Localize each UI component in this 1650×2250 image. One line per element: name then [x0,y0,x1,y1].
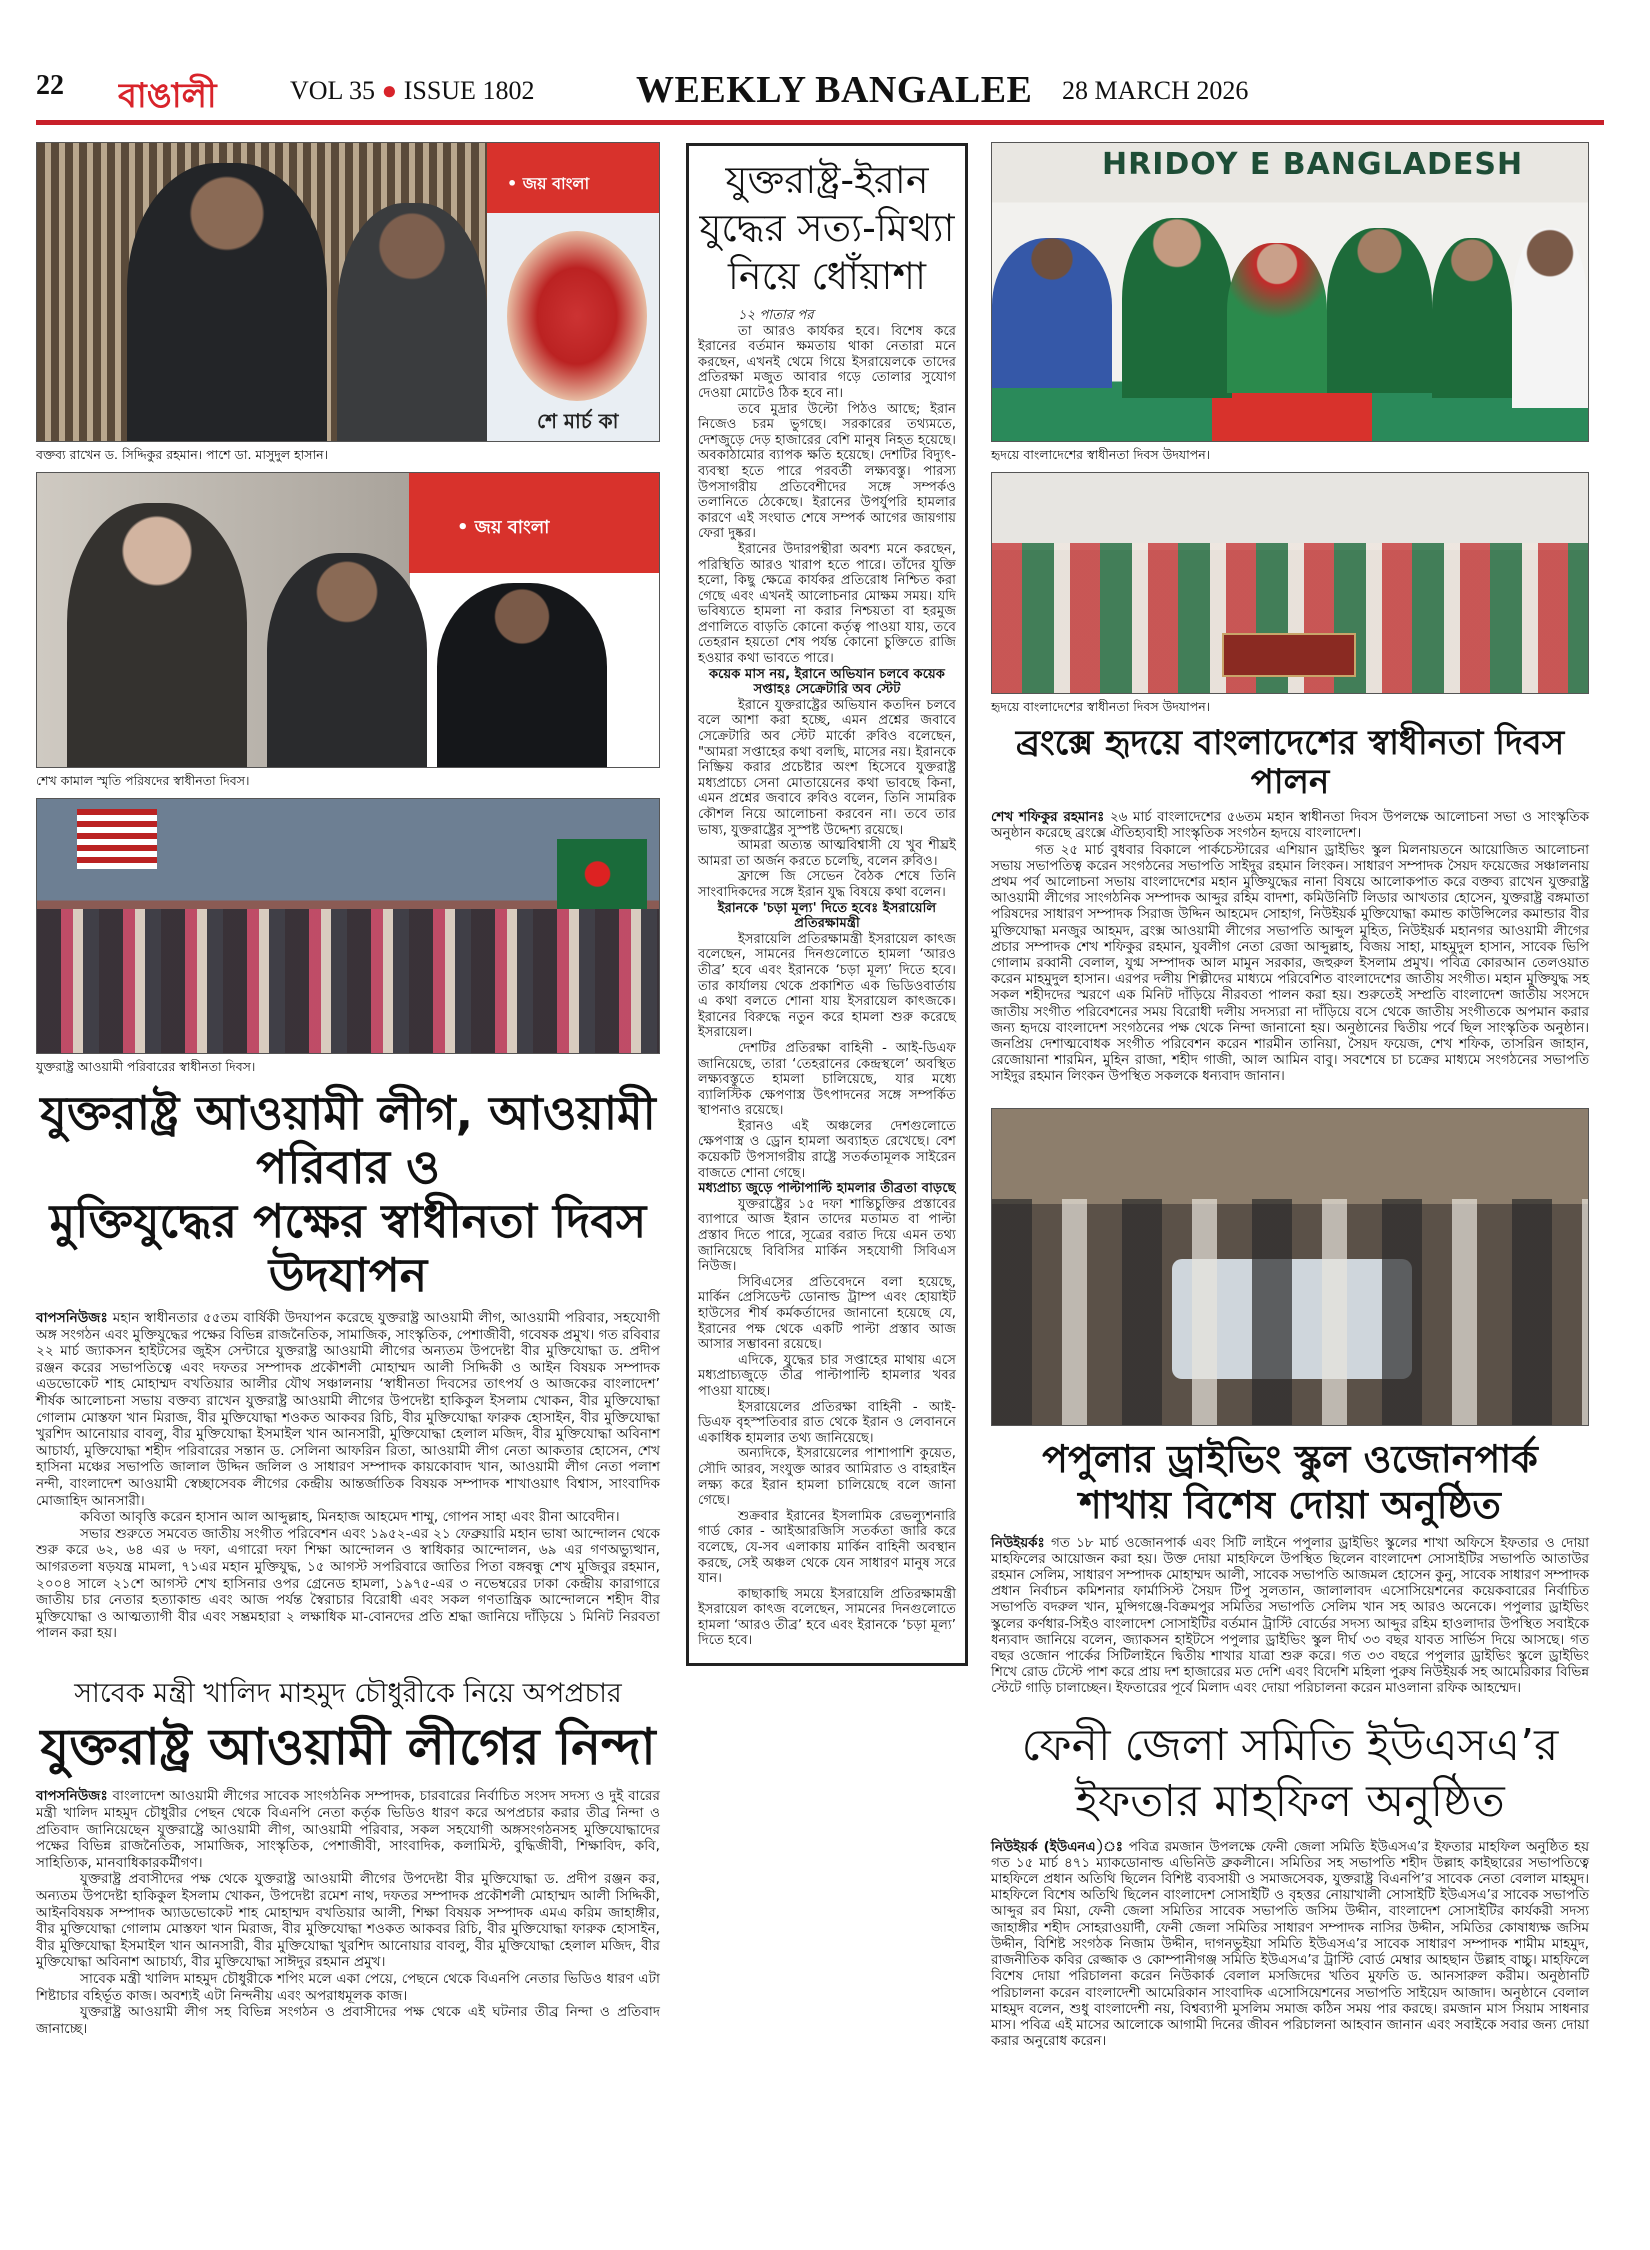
photo-caption: যুক্তরাষ্ট্র আওয়ামী পরিবারের স্বাধীনতা দিবস। [36,1059,256,1074]
paragraph: বাংলাদেশ আওয়ামী লীগের সাবেক সাংগঠনিক সম্পাদক, চারবারের নির্বাচিত সংসদ সদস্য ও দুই বারের মন্ত্রী খালিদ মাহমুদ চৌধুরীর পেছন থেকে বিএনপি নেতা কর্তৃক ভিডিও ধারণ করে অপপ্রচার করার তীব্র নিন্দা ও প্রতিবাদ জানিয়েছেন যুক্তরাষ্ট্রে আওয়ামী লীগ, আওয়ামী পরিবার, সকল সহযোগী অঙ্গসংগঠনসহ মুক্তিযোদ্ধাদের পক্ষের বিভিন্ন রাজনৈতিক, সামাজিক, সাংস্কৃতিক, পেশাজীবী, সাংবাদিক, কলামিস্ট, বুদ্ধিজীবী, শিক্ষাবিদ, কবি, সাহিত্যিক, মানবাধিকারকর্মীগণ। [36,1788,660,1871]
paragraph: তবে মুদ্রার উল্টো পিঠও আছে; ইরান নিজেও চরম ভুগছে। সরকারের তথ্যমতে, দেশজুড়ে দেড় হাজারের বেশি মানুষ নিহত হয়েছে। অবকাঠামোর ব্যাপক ক্ষতি হয়েছে। দেশটির বিদ্যুৎ-ব্যবস্থা হতে পারে পরবর্তী লক্ষ্যবস্তু। পারস্য উপসাগরীয় প্রতিবেশীদের সঙ্গে সম্পর্কও তলানিতে ঠেকেছে। ইরানের উপর্যুপরি হামলার কারণে এই সংঘাত শেষে সম্পর্ক আগের জায়গায় ফেরা দুষ্কর। [698,401,956,542]
paragraph: যুক্তরাষ্ট্র প্রবাসীদের পক্ষ থেকে যুক্তরাষ্ট্র আওয়ামী লীগের উপদেষ্টা বীর মুক্তিযোদ্ধা ড. প্রদীপ রঞ্জন কর, অন্যতম উপদেষ্টা হাকিকুল ইসলাম খোকন, উপদেষ্টা রমেশ নাথ, দফতর সম্পাদক প্রকৌশলী মোহাম্মদ আলী সিদ্দিকী, আইনবিষয়ক সম্পাদক অ্যাডভোকেট শাহ মোহাম্মদ বখতিয়ার আলী, শিক্ষা বিষয়ক সম্পাদক এমএ করিম জাহাঙ্গীর, বীর মুক্তিযোদ্ধা গোলাম মোস্তফা খান মিরাজ, বীর মুক্তিযোদ্ধা শওকত আকবর রিচি, বীর মুক্তিযোদ্ধা ফারুক হোসাইন, বীর মুক্তিযোদ্ধা ইসমাইল খান আনসারী, বীর মুক্তিযোদ্ধা খুরশিদ আনোয়ার বাবলু, বীর মুক্তিযোদ্ধা হেলাল মজিদ, বীর মুক্তিযোদ্ধা অবিনাশ আচার্য্য, বীর মুক্তিযোদ্ধা সাঈদুর রহমান প্রমুখ। [36,1871,660,1971]
iran-article-box [686,143,968,1666]
paragraph: শুক্রবার ইরানের ইসলামিক রেভল্যুশনারি গার্ড কোর - আইআরজিসি সতর্কতা জারি করে বলেছে, যে-সব এলাকায় মার্কিন বাহিনী অবস্থান করছে, সেই অঞ্চল থেকে যেন সাধারণ মানুষ সরে যান। [698,1508,956,1587]
paragraph: এদিকে, যুদ্ধের চার সপ্তাহের মাথায় এসে মধ্যপ্রাচ্যজুড়ে তীব্র পাল্টাপাল্টি হামলার খবর পাওয়া যাচ্ছে। [698,1352,956,1399]
paragraph: ইরানও এই অঞ্চলের দেশগুলোতে ক্ষেপণাস্ত্র ও ড্রোন হামলা অব্যাহত রেখেছে। বেশ কয়েকটি উপসাগরীয় রাষ্ট্রে সতর্কতামূলক সাইরেন বাজতে শোনা গেছে। [698,1118,956,1181]
article-body [991,810,1589,1085]
article-body [698,308,956,1649]
photo-caption: হৃদয়ে বাংলাদেশের স্বাধীনতা দিবস উদযাপন। [991,699,1211,714]
article-headline: যুক্তরাষ্ট্র-ইরান যুদ্ধের সত্য-মিথ্যা নিয়ে ধোঁয়াশা [699,158,955,298]
byline: শেখ শফিকুর রহমানঃ [991,810,1105,826]
byline: নিউইয়র্ক (ইউএনএ)ঃ [991,1839,1123,1855]
paragraph: ইসরায়েলি প্রতিরক্ষামন্ত্রী ইসরায়েল কাৎজ বলেছেন, সামনের দিনগুলোতে হামলা ‘আরও তীব্র’ হবে এবং ইরানকে ‘চড়া মূল্য’ দিতে হবে। তার কার্যালয় থেকে প্রকাশিত এক ভিডিওবার্তায় এ কথা বলতে শোনা যায় ইসরায়েল কাৎজকে। ইরানের বিরুদ্ধে নতুন করে হামলা শুরু করেছে ইসরায়েল। [698,931,956,1041]
headline-line: মুক্তিযুদ্ধের পক্ষের স্বাধীনতা দিবস উদযাপন [49,1194,647,1302]
issue: ISSUE 1802 [403,76,535,105]
article-body [36,1310,660,1642]
paragraph: সাবেক মন্ত্রী খালিদ মাহমুদ চৌধুরীকে শপিং মলে একা পেয়ে, পেছনে থেকে বিএনপি নেতার ভিডিও ধারণ এটা শিষ্টাচার বহির্ভূত কাজ। অবশ্যই এটা নিন্দনীয় এবং অপরাধমূলক কাজ। [36,1970,660,2004]
paragraph: সিবিএসের প্রতিবেদনে বলা হয়েছে, মার্কিন প্রেসিডেন্ট ডোনাল্ড ট্রাম্প এবং হোয়াইট হাউসের শীর্ষ কর্মকর্তাদের জানানো হয়েছে যে, ইরানের পক্ষ থেকে একটি পাল্টা প্রস্তাব আজ আসার সম্ভাবনা রয়েছে। [698,1274,956,1353]
paragraph: কাছাকাছি সময়ে ইসরায়েলি প্রতিরক্ষামন্ত্রী ইসরায়েল কাৎজ বলেছেন, সামনের দিনগুলোতে হামলা ‘আরও তীব্র’ হবে এবং ইরানকে ‘চড়া মূল্য’ দিতে হবে। [698,1586,956,1649]
paragraph: যুক্তরাষ্ট্র আওয়ামী লীগ সহ বিভিন্ন সংগঠন ও প্রবাসীদের পক্ষ থেকে এই ঘটনার তীব্র নিন্দা ও প্রতিবাদ জানাচ্ছে। [36,2004,660,2037]
volume: VOL 35 [290,76,375,105]
paragraph: গত ২৫ মার্চ বুধবার বিকালে পার্কচেস্টারের এশিয়ান ড্রাইভিং স্কুল মিলনায়তনে আয়োজিত আলোচনা সভায় সভাপতিত্ব করেন সংগঠনের সভাপতি সাইদুর রহমান লিংকন। সাধারণ সম্পাদক সৈয়দ ফয়েজের সঞ্চালনায় প্রথম পর্ব আলোচনা সভায় বাংলাদেশের মহান মুক্তিযুদ্ধের নানা বিষয়ে আলোকপাত করে বক্তব্য রাখেন যুক্তরাষ্ট্র আওয়ামী লীগের সাংগঠনিক সম্পাদক আব্দুর রহিম বাদশা, কমিউনিটি লিডার আখতার হোসেন, যুক্তরাষ্ট্র বঙ্গমাতা পরিষদের সাধারণ সম্পাদক সিরাজ উদ্দিন আহমেদ সোহাগ, নিউইয়র্ক মুক্তিযোদ্ধা কমান্ড কাউন্সিলের কমান্ডার বীর মুক্তিযোদ্ধা মনজুর আহমদ, ব্রংক্স আওয়ামী লীগের সভাপতি আব্দুল মুহিত, নিউইয়র্ক মহানগর আওয়ামী লীগের প্রচার সম্পাদক শেখ শফিকুর রহমান, যুবলীগ নেতা রেজা আব্দুল্লাহ, বিজয় সাহা, মাহমুদুল হাসান, সাবেক ভিপি গোলাম রব্বানী বেলাল, যুগ্ম সম্পাদক আল মামুন সরকার, জহুরুল ইসলাম প্রমুখ। পবিত্র কোরআন তেলওয়াত করেন মাহমুদুল হাসান। এরপর দলীয় শিল্পীদের মাধ্যমে পরিবেশিত বাংলাদেশের জাতীয় সংগীত। মহান মুক্তিযুদ্ধ সহ সকল শহীদদের স্মরণে এক মিনিট দাঁড়িয়ে নীরবতা পালন করা হয়। শুরুতেই সম্প্রতি বাংলাদেশ জাতীয় সংসদে জাতীয় সংগীত পরিবেশনের সময় বিরোধী দলীয় সদস্যরা না দাঁড়িয়ে বসে থেকে জাতীয় সংগীতকে অপমান করার জন্য হৃদয়ে বাংলাদেশ সংগঠনের পক্ষ থেকে নিন্দা জানানো হয়। অনুষ্ঠানের দ্বিতীয় পর্বে ছিল সাংস্কৃতিক অনুষ্ঠান। জনপ্রিয় দেশাত্মবোধক সংগীত পরিবেশন করেন শারমীন তানিয়া, সৈয়দ ফয়েজ, শেখ শফিক, তাসরিন জাহান, রেজোয়ানা শারমিন, মুহিন রাজা, শহীদ গাজী, আল আমিন বাবু। সবশেষে চা চক্রের মাধ্যমে সংগঠনের সভাপতি সাইদুর রহমান লিংকন উপস্থিত সকলকে ধন্যবাদ জানান। [991,842,1589,1085]
article-headline: যুক্তরাষ্ট্র আওয়ামী লীগের নিন্দা [40,1717,656,1776]
photo-hridoy-e-bangladesh-singers [991,472,1589,694]
paragraph: গত ১৮ মার্চ ওজোনপার্ক এবং সিটি লাইনে পপুলার ড্রাইভিং স্কুলের শাখা অফিসে ইফতার ও দোয়া মাহফিলের আয়োজন করা হয়। উক্ত দোয়া মাহফিলে উপস্থিত ছিলেন বাংলাদেশ সোসাইটির সভাপতি আতাউর রহমান সেলিম, সাধারণ সম্পাদক মোহাম্মদ আলী, সাবেক সভাপতি আজমল হোসেন কুনু, সাবেক সাধারণ সম্পাদক প্রধান নির্বাচন কমিশনার ফার্মাসিস্ট সৈয়দ টিপু সুলতান, জালালাবদ এসোসিয়েশনের কয়েকবারের নির্বাচিত সভাপতি বদরুল খান, মুন্সিগঞ্জে-বিক্রমপুর সমিতির সভাপতি সেলিম খান সহ আরও অনেকে। পপুলার ড্রাইভিং স্কুলের কর্ণধার-সিইও বাংলাদেশ সোসাইটির বর্তমান ট্রাস্টি বোর্ডের সদস্য আব্দুর রহিম হাওলাদার উপস্থিত সবাইকে ধন্যবাদ জানিয়ে বলেন, জ্যাকসন হাইটসে পপুলার ড্রাইভিং স্কুল দীর্ঘ ৩৩ বছর যাবত সার্ভিস দিয়ে আসছে। গত বছর ওজোন পার্কের সিটিলাইনে দ্বিতীয় শাখার যাত্রা শুরু করে। গত ৩৩ বছরে পপুলার ড্রাইভিং স্কুলে ড্রাইভিং শিখে রোড টেস্টে পাশ করে প্রায় দশ হাজারের মত দেশি এবং বিদেশি মহিলা পুরুষ নিউইয়র্ক সহ আমেরিকার বিভিন্ন স্টেটে গাড়ি চালাচ্ছেন। ইফতারের পূর্বে মিলাদ এবং দোয়া পরিচালনা করেন মাওলানা রফিক আহম্মেদ। [991,1535,1589,1697]
byline: বাপসনিউজঃ [36,1788,108,1805]
issue-date: 28 MARCH 2026 [1062,76,1249,105]
byline: নিউইয়র্কঃ [991,1535,1045,1551]
paragraph: অন্যদিকে, ইসরায়েলের পাশাপাশি কুয়েত, সৌদি আরব, সংযুক্ত আরব আমিরাত ও বাহরাইন লক্ষ্য করে ইরান হামলা চালিয়েছে বলে জানা গেছে। [698,1446,956,1509]
banner-text: • জয় বাংলা [507,174,590,193]
paragraph: ইরানের উদারপন্থীরা অবশ্য মনে করছেন, পরিস্থিতি আরও খারাপ হতে পারে। তাঁদের যুক্তি হলো, কিছু ক্ষেত্রে কার্যকর প্রতিরোধ নিশ্চিত করা গেছে এবং এখনই আলোচনার মোক্ষম সময়। যদি ভবিষ্যতে হামলা না করার নিশ্চয়তা বা হরমুজ প্রণালিতে বাড়তি কোনো কর্তৃত্ব পাওয়া যায়, তবে তেহরান হয়তো শেষ পর্যন্ত কোনো চুক্তিতে রাজি হওয়ার কথা ভাবতে পারে। [698,541,956,667]
paragraph: দেশটির প্রতিরক্ষা বাহিনী - আই-ডিএফ জানিয়েছে, তারা ‘তেহরানের কেন্দ্রস্থলে’ অবস্থিত লক্ষ্যবস্তুতে হামলা চালিয়েছে, যার মধ্যে ব্যালিস্টিক ক্ষেপণাস্ত্র উৎপাদনের সঙ্গে সম্পর্কিত স্থাপনাও রয়েছে। [698,1040,956,1119]
sign-text: HRIDOY E BANGLADESH [1102,147,1524,182]
byline: বাপসনিউজঃ [36,1310,108,1326]
separator-dot: ● [381,76,398,105]
article-body [991,1536,1589,1698]
headline-line: যুক্তরাষ্ট্র আওয়ামী লীগ, আওয়ামী পরিবার ও [40,1086,656,1194]
article-headline: ব্রংক্সে হৃদয়ে বাংলাদেশের স্বাধীনতা দিবস পালন [1015,723,1565,803]
newspaper-title: WEEKLY BANGALEE [636,69,1033,111]
paragraph: সভার শুরুতে সমবেত জাতীয় সংগীত পরিবেশন এবং ১৯৫২-এর ২১ ফেব্রুয়ারি মহান ভাষা আন্দোলন থেকে শুরু করে ৬২, ৬৪ এর ৬ দফা, এগারো দফা শিক্ষা আন্দোলন ও স্বাধিকার আন্দোলন, ৬৯ এর গণঅভ্যুত্থান, আগরতলা ষড়যন্ত্র মামলা, ৭১এর মহান মুক্তিযুদ্ধ, ১৫ আগস্ট সপরিবারে জাতির পিতা বঙ্গবন্ধু শেখ মুজিবুর রহমান, ২০০৪ সালে ২১শে আগস্ট শেখ হাসিনার ওপর গ্রেনেড হামলা, ১৯৭৫-এর ৩ নভেম্বরের ঢাকা কেন্দ্রীয় কারাগারে জাতীয় চার নেতার হত্যাকান্ড এবং আজ পর্যন্ত স্বৈরাচার বিরোধী এবং সকল গণতান্ত্রিক আন্দোলনে শহীদ বীর মুক্তিযোদ্ধা ও আত্মত্যাগী বীর এবং সম্ভ্রমহারা ২ লক্ষাধিক মা-বোনদের প্রতি শ্রদ্ধা জানিয়ে দাঁড়িয়ে ১ মিনিট নিরবতা পালন করা হয়। [36,1525,660,1642]
paragraph: ইসরায়েলের প্রতিরক্ষা বাহিনী - আই-ডিএফ বৃহস্পতিবার রাত থেকে ইরান ও লেবাননে একাধিক হামলার তথ্য জানিয়েছে। [698,1399,956,1446]
article-body [36,1788,660,2037]
photo-caption: হৃদয়ে বাংলাদেশের স্বাধীনতা দিবস উদযাপন। [991,447,1211,462]
article-body [991,1840,1589,2051]
continued-from: ১২ পাতার পর [738,308,814,323]
photo-speakers [36,142,660,442]
headline-line: শাখায় বিশেষ দোয়া অনুষ্ঠিত [1079,1482,1501,1527]
paragraph: আমরা অত্যন্ত আত্মবিশ্বাসী যে খুব শীঘ্রই আমরা তা অর্জন করতে চলেছি, বলেন রুবিও। [698,838,956,869]
paragraph: ইরানে যুক্তরাষ্ট্রের অভিযান কতদিন চলবে বলে আশা করা হচ্ছে, এমন প্রশ্নের জবাবে সেক্রেটারি অব স্টেট মার্কো রুবিও বলেছেন, "আমরা সপ্তাহের কথা বলছি, মাসের নয়। ইরানকে নিষ্ক্রিয় করার প্রচেষ্টার অংশ হিসেবে যুক্তরাষ্ট্র মধ্যপ্রাচ্যে সেনা মোতায়েনের কথা ভাবছে কিনা, এমন প্রশ্নের জবাবে রুবিও বলেন, তিনি সামরিক কৌশল নিয়ে আলোচনা করবেন না। তবে তার ভাষ্য, যুক্তরাষ্ট্রের সুস্পষ্ট উদ্দেশ্য রয়েছে। [698,697,956,838]
paragraph: কবিতা আবৃত্তি করেন হাসান আল আব্দুল্লাহ, মিনহাজ আহমেদ শাম্মু, গোপন সাহা এবং রীনা আবেদীন। [80,1509,620,1526]
photo-caption: বক্তব্য রাখেন ড. সিদ্দিকুর রহমান। পাশে ডা. মাসুদুল হাসান। [36,447,329,462]
paragraph: মহান স্বাধীনতার ৫৫তম বার্ষিকী উদযাপন করেছে যুক্তরাষ্ট্র আওয়ামী লীগ, আওয়ামী পরিবার, সহযোগী অঙ্গ সংগঠন এবং মুক্তিযুদ্ধের পক্ষের বিভিন্ন রাজনৈতিক, সামাজিক, সাংস্কৃতিক, পেশাজীবী, গবেষক প্রমুখ। গত রবিবার ২২ মার্চ জ্যাকসন হাইটসের জুইস সেন্টারে যুক্তরাষ্ট্র আওয়ামী লীগের অন্যতম উপদেষ্টা বীর মুক্তিযোদ্ধা ড. প্রদীপ রঞ্জন করের সভাপতিত্বে এবং দফতর সম্পাদক প্রকৌশলী মোহাম্মদ আলী সিদ্দিকী ও আইন বিষয়ক সম্পাদক এডভোকেট শাহ মোহাম্মদ বখতিয়ার আলীর যৌথ সঞ্চালনায় ‘স্বাধীনতা দিবসের তাৎপর্য ও আজকের বাংলাদেশ’ শীর্ষক আলোচনা সভায় বক্তব্য রাখেন যুক্তরাষ্ট্র আওয়ামী লীগের উপদেষ্টা হাকিকুল ইসলাম খোকন, বীর মুক্তিযোদ্ধা গোলাম মোস্তফা খান মিরাজ, বীর মুক্তিযোদ্ধা শওকত আকবর রিচি, বীর মুক্তিযোদ্ধা ফারুক হোসাইন, বীর মুক্তিযোদ্ধা খুরশিদ আনোয়ার বাবলু, বীর মুক্তিযোদ্ধা ইসমাইল খান আনসারী, মুক্তিযোদ্ধা হেলাল মজিদ, বীর মুক্তিযোদ্ধা অবিনাশ আচার্য্য, মুক্তিযোদ্ধা শহীদ পরিবারের সন্তান ড. সেলিনা আফরিন রিতা, আওয়ামী লীগ নেতা আকতার হোসেন, শেখ হাসিনা মঞ্চের সভাপতি জালাল উদ্দিন জলিল ও সাধারণ সম্পাদক কায়কোবাদ খান, আওয়ামী লীগ নেতা পলাশ নন্দী, বাংলাদেশ আওয়ামী স্বেচ্ছাসেবক লীগের কেন্দ্রীয় আন্তর্জাতিক বিষয়ক সম্পাদক শাখাওয়াৎ বিশ্বাস, সাংবাদিক মোজাহিদ আনসারী। [36,1310,660,1509]
photo-doa-mahfil [991,1108,1589,1426]
masthead-rule [36,120,1604,125]
headline-line: ফেনী জেলা সমিতি ইউএসএ’র [1021,1719,1559,1771]
paragraph: তা আরও কার্যকর হবে। বিশেষ করে ইরানের বর্তমান ক্ষমতায় থাকা নেতারা মনে করছেন, এখনই থেমে গিয়ে ইসরায়েলকে তাদের প্রতিরক্ষা মজুত আবার গড়ে তোলার সুযোগ দেওয়া মোটেও ঠিক হবে না। [698,323,956,401]
headline-line: ইফতার মাহফিল অনুষ্ঠিত [1075,1775,1505,1827]
photo-sheikh-kamal-event [36,472,660,768]
right-column [991,142,1589,2050]
left-column [36,142,660,2037]
paragraph: ফ্রান্সে জি সেভেন বৈঠক শেষে তিনি সাংবাদিকদের সঙ্গে ইরান যুদ্ধ বিষয়ে কথা বলেন। [698,869,956,900]
photo-awami-family-event [36,798,660,1054]
photo-caption: শেখ কামাল স্মৃতি পরিষদের স্বাধীনতা দিবস। [36,773,250,788]
photo-hridoy-e-bangladesh-group [991,142,1589,442]
subheading: মধ্যপ্রাচ্য জুড়ে পাল্টাপাল্টি হামলার তীব্রতা বাড়ছে [698,1181,956,1197]
volume-issue [290,76,534,106]
page-number: 22 [36,70,64,101]
paragraph: পবিত্র রমজান উপলক্ষে ফেনী জেলা সমিতি ইউএসএ’র ইফতার মাহফিল অনুষ্ঠিত হয় গত ১৫ মার্চ ৪৭১ ম্যাকডোনাল্ড এভিনিউ ব্রুকলীনে। সমিতির সহ সভাপতি শহীদ উল্লাহ কাইছারের সভাপতিত্বে মাহফিলে প্রধান অতিথি ছিলেন বিশিষ্ট ব্যবসায়ী ও সমাজসেবক, যুক্তরাষ্ট্র বিএনপি’র সাবেক নেতা বেলাল মাহমুদ। মাহফিলে বিশেষ অতিথি ছিলেন বাংলাদেশ সোসাইটি ও বৃহত্তর নোয়াখালী সোসাইটি ইউএসএ’র সাবেক সভাপতি আব্দুর রব মিয়া, ফেনী জেলা সমিতির সাবেক সভাপতি জসিম উদ্দীন, বাংলাদেশ সোসাইটির কার্যকরী সদস্য জাহাঙ্গীর শহীদ সোহরাওয়ার্দী, ফেনী জেলা সমিতির সাধারণ সম্পাদক নাসির উদ্দীন, সমিতির কোষাধ্যক্ষ জসিম উদ্দীন, বিশিষ্ট সংগঠক নিজাম উদ্দীন, দাগনভুইয়া সমিতি ইউএসএ’র সাবেক সাধারণ সম্পাদক শামীম মাহমুদ, রাজনীতিক কবির রেজ্জাক ও কোম্পানীগঞ্জ সমিতি ইউএসএ’র ট্রাস্টি বোর্ড মেম্বার আহছান উল্লাহ বাচ্চু। মাহফিলে বিশেষ দোয়া পরিচালনা করেন নিউকার্ক বেলাল মসজিদের খতিব মুফতি ড. আনসারুল করীম। অনুষ্ঠানটি পরিচালনা করেন বাংলাদেশী আমেরিকান সাংবাদিক এসোসিয়েশনের সভাপতি সাইয়েদ আজাদ। অনুষ্ঠানে বেলাল মাহমুদ বলেন, শুধু বাংলাদেশী নয়, বিশ্বব্যাপী মুসলিম সমাজ কঠিন সময় পার করছে। রমজান মাস সিয়াম সাধনার মাস। পবিত্র এই মাসের আলোকে আগামী দিনের জীবন পরিচালনা আহবান জানান এবং সবাইকে সবার জন্য দোয়া করার অনুরোধ করেন। [991,1839,1589,2050]
newspaper-logo: বাঙালী [118,76,217,116]
article-headline [36,1086,660,1302]
article-headline [991,1718,1589,1830]
banner-bottom-text: শে মার্চ কা [537,409,619,433]
article-kicker: সাবেক মন্ত্রী খালিদ মাহমুদ চৌধুরীকে নিয়ে অপপ্রচার [74,1677,622,1709]
middle-column [686,143,968,1666]
article-headline [991,1436,1589,1528]
subheading: ইরানকে 'চড়া মূল্য' দিতে হবেঃ ইসরায়েলি প্রতিরক্ষামন্ত্রী [717,900,937,932]
paragraph: যুক্তরাষ্ট্রের ১৫ দফা শান্তিচুক্তির প্রস্তাবের ব্যাপারে আজ ইরান তাদের মতামত বা পাল্টা প্রস্তাব দিতে পারে, সূত্রের বরাত দিয়ে এমন তথ্য জানিয়েছে বিবিসির মার্কিন সহযোগী সিবিএস নিউজ। [698,1196,956,1275]
paragraph: ২৬ মার্চ বাংলাদেশের ৫৬তম মহান স্বাধীনতা দিবস উপলক্ষে আলোচনা সভা ও সাংস্কৃতিক অনুষ্ঠান করেছে ব্রংক্সে ঐতিহ্যবাহী সাংস্কৃতিক সংগঠন হৃদয়ে বাংলাদেশ। [991,810,1589,842]
banner-text: • জয় বাংলা [457,517,550,538]
subheading: কয়েক মাস নয়, ইরানে অভিযান চলবে কয়েক সপ্তাহঃ সেক্রেটারি অব স্টেট [708,666,946,698]
headline-line: পপুলার ড্রাইভিং স্কুল ওজোনপার্ক [1042,1436,1538,1481]
